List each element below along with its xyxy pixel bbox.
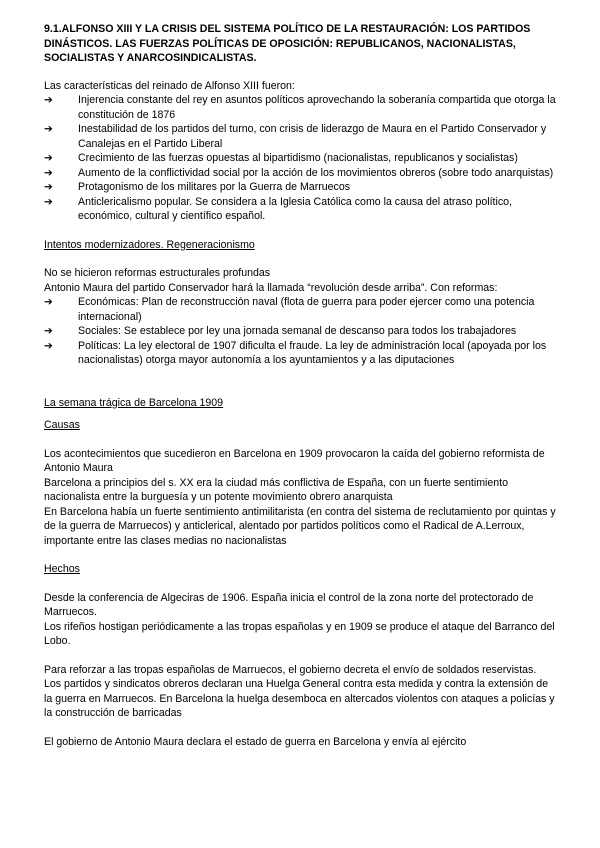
paragraph: El gobierno de Antonio Maura declara el estado de guerra en Barcelona y envía al ejército bbox=[44, 735, 467, 748]
list-item: ➔ Económicas: Plan de reconstrucción naval (flota de guerra para poder ejercer como una potencia internacional) bbox=[44, 296, 535, 323]
arrow-icon: ➔ bbox=[44, 339, 53, 352]
arrow-icon: ➔ bbox=[44, 325, 53, 337]
list-item: ➔ Crecimiento de las fuerzas opuestas al bipartidismo (nacionalistas, republicanos y socialistas) bbox=[44, 152, 518, 164]
paragraph: No se hicieron reformas estructurales profundas bbox=[44, 267, 271, 279]
paragraph: Barcelona a principios del s. XX era la ciudad más conflictiva de España, con un fuerte sentimiento nacionalista entre la burguesía y un potente movimiento obrero anarquista bbox=[44, 476, 509, 503]
list-item: ➔ Aumento de la conflictividad social por la acción de los movimientos obreros (sobre todo anarquistas) bbox=[44, 166, 554, 179]
list-item: ➔ Inestabilidad de los partidos del turno, con crisis de liderazgo de Maura en el Partido Conservador y Canalejas en el Partido Liberal bbox=[44, 123, 547, 150]
paragraph: En Barcelona había un fuerte sentimiento antimilitarista (en contra del sistema de reclutamiento por quintas y de la guerra de Marruecos) y anticlerical, alentado por partidos políticos como el Radical de A.Lerroux, importante entre las clases medias no nacionalistas bbox=[44, 505, 556, 547]
list-item: ➔ Sociales: Se establece por ley una jornada semanal de descanso para todos los trabajadores bbox=[44, 325, 517, 337]
arrow-icon: ➔ bbox=[44, 296, 53, 308]
list-item: ➔ Políticas: La ley electoral de 1907 dificulta el fraude. La ley de administración local (apoyada por los nacionalistas) otorga mayor autonomía a los ayuntamientos y a las diputaciones bbox=[44, 339, 547, 366]
document-title: 9.1.ALFONSO XIII Y LA CRISIS DEL SISTEMA POLÍTICO DE LA RESTAURACIÓN: LOS PARTIDOS DINÁSTICOS. LAS FUERZAS POLÍTICAS DE OPOSICIÓN: REPUBLICANOS, NACIONALISTAS, SOCIALISTAS Y ANARCOSINDICALISTAS. bbox=[44, 23, 531, 64]
paragraph: Antonio Maura del partido Conservador hará la llamada “revolución desde arriba”. Con reformas: bbox=[44, 281, 498, 294]
arrow-icon: ➔ bbox=[44, 195, 53, 208]
paragraph: Los rifeños hostigan periódicamente a las tropas españolas y en 1909 se produce el ataque del Barranco del Lobo. bbox=[44, 620, 555, 647]
subheading-causas: Causas bbox=[44, 419, 80, 431]
document-page bbox=[44, 22, 559, 749]
arrow-icon: ➔ bbox=[44, 181, 53, 193]
arrow-icon: ➔ bbox=[44, 166, 53, 179]
paragraph: Desde la conferencia de Algeciras de 1906. España inicia el control de la zona norte del protectorado de Marruecos. bbox=[44, 591, 534, 618]
features-list bbox=[44, 93, 559, 224]
arrow-icon: ➔ bbox=[44, 94, 53, 106]
section-heading-regeneracionismo: Intentos modernizadores. Regeneracionismo bbox=[44, 238, 255, 251]
paragraph: Los partidos y sindicatos obreros declaran una Huelga General contra esta medida y contra la extensión de la guerra en Marruecos. En Barcelona la huelga desemboca en altercados violentos con ataques a policías y la construcción de barricadas bbox=[44, 678, 555, 719]
subheading-hechos: Hechos bbox=[44, 563, 80, 575]
paragraph: Para reforzar a las tropas españolas de Marruecos, el gobierno decreta el envío de soldados reservistas. bbox=[44, 663, 537, 676]
arrow-icon: ➔ bbox=[44, 123, 53, 135]
reforms-list bbox=[44, 295, 559, 368]
intro-text: Las características del reinado de Alfonso XIII fueron: bbox=[44, 79, 295, 92]
list-item: ➔ Protagonismo de los militares por la Guerra de Marruecos bbox=[44, 181, 351, 193]
paragraph: Los acontecimientos que sucedieron en Barcelona en 1909 provocaron la caída del gobierno reformista de Antonio Maura bbox=[44, 447, 545, 474]
arrow-icon: ➔ bbox=[44, 152, 53, 164]
section-heading-semana-tragica: La semana trágica de Barcelona 1909 bbox=[44, 396, 224, 409]
list-item: ➔ Anticlericalismo popular. Se considera a la Iglesia Católica como la causa del atraso político, económico, cultural y científico español. bbox=[44, 195, 512, 222]
list-item: ➔ Injerencia constante del rey en asuntos políticos aprovechando la soberanía compartida que otorga la constitución de 1876 bbox=[44, 94, 556, 121]
